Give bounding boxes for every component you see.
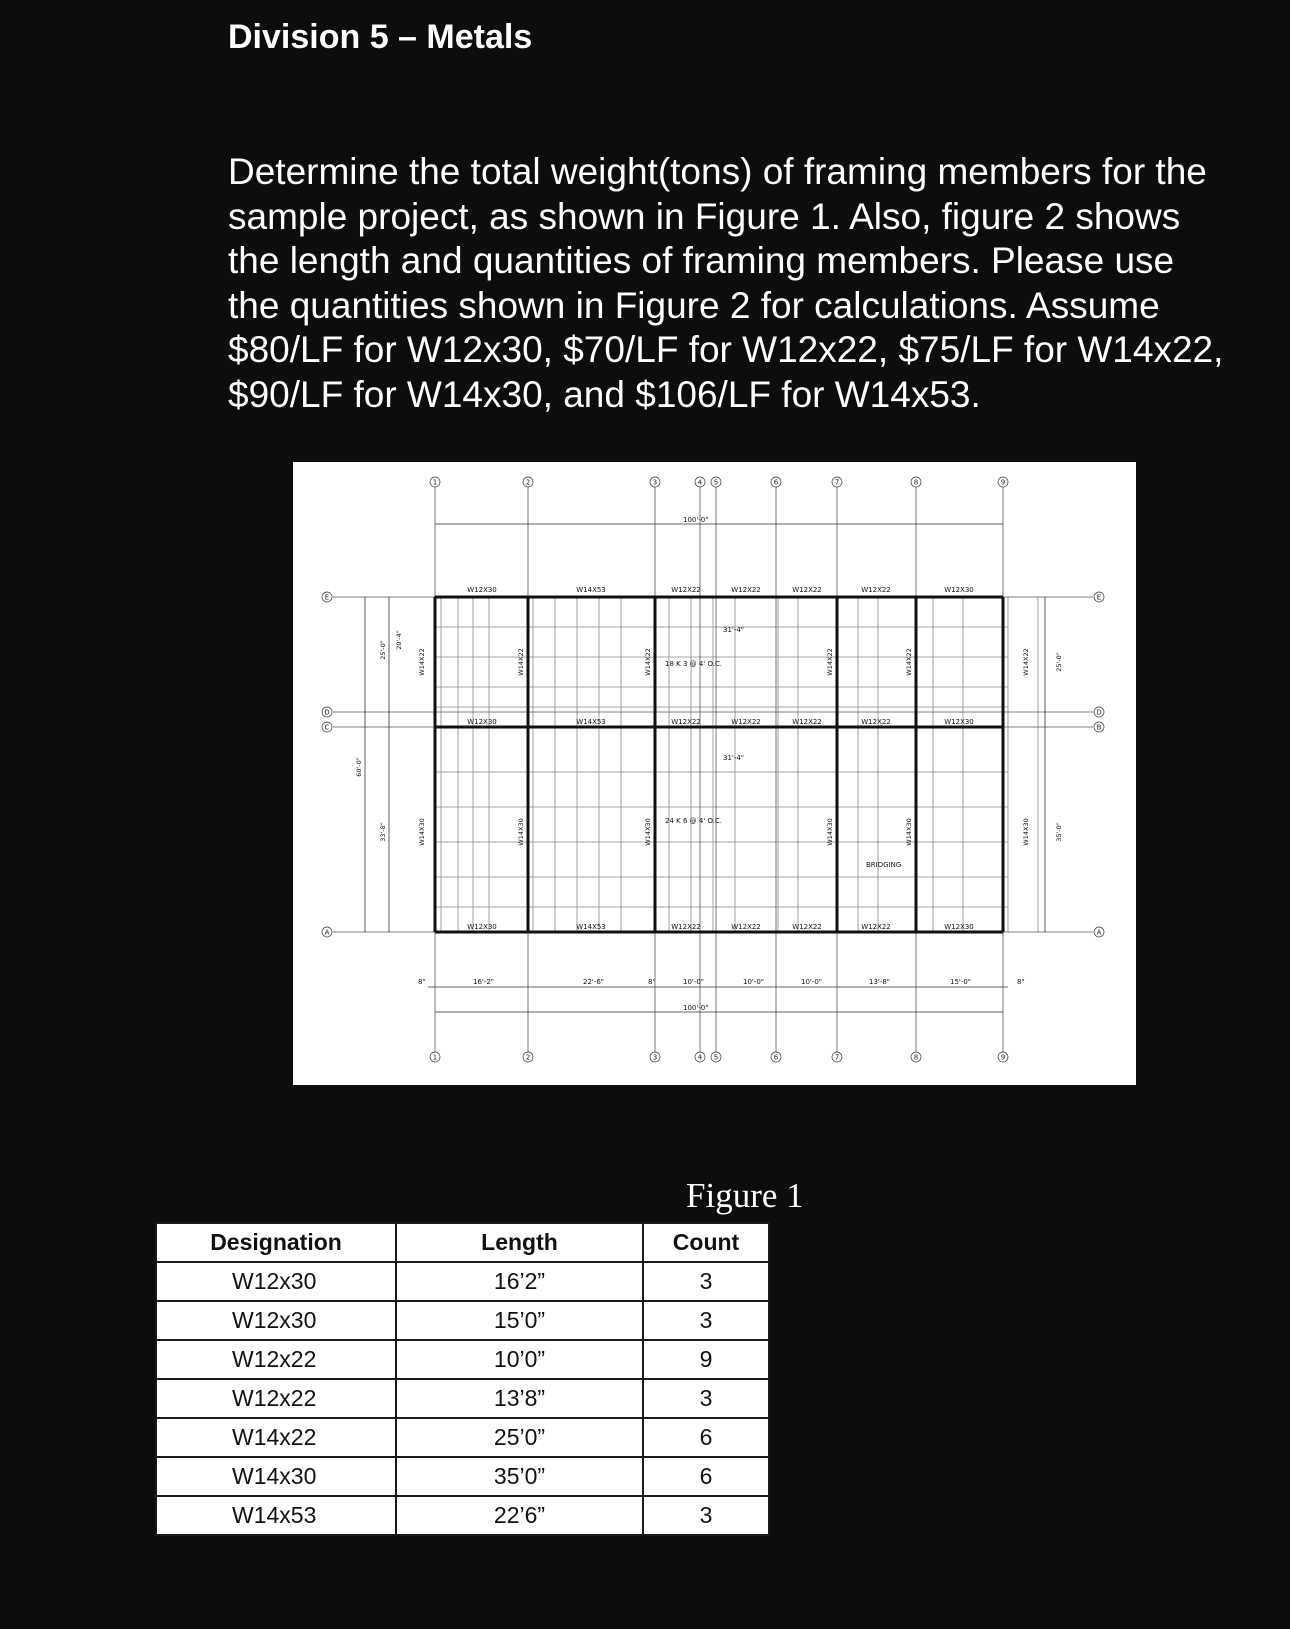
beam-label: W12X22 (861, 586, 891, 594)
beam-label: W12X22 (861, 923, 891, 931)
small-dimension: 31'-4" (723, 626, 745, 634)
joist-callout-lower: 24 K 6 @ 4' O.C. (665, 817, 723, 825)
beam-label: W12X30 (467, 586, 497, 594)
col-marker-top: 4 (697, 478, 703, 487)
col-marker-top: 8 (913, 478, 919, 487)
beam-label: W12X30 (467, 923, 497, 931)
framing-plan-drawing (293, 462, 1136, 1085)
cell-length: 16’2” (396, 1262, 643, 1301)
small-dimension: 31'-4" (723, 754, 745, 762)
girder-label: W14X22 (905, 648, 913, 676)
header-count: Count (643, 1223, 769, 1262)
cell-count: 6 (643, 1418, 769, 1457)
cell-designation: W12x30 (156, 1301, 396, 1340)
col-marker-bottom: 6 (773, 1053, 779, 1062)
beam-label: W14X53 (576, 586, 606, 594)
cell-count: 3 (643, 1301, 769, 1340)
girder-label: W14X30 (517, 818, 525, 846)
small-dimension: 8" (1017, 978, 1025, 986)
girder-label: W14X22 (418, 648, 426, 676)
header-length: Length (396, 1223, 643, 1262)
cell-count: 3 (643, 1496, 769, 1535)
beam-label: W12X22 (861, 718, 891, 726)
girder-label: W14X22 (1022, 648, 1030, 676)
beam-label: W12X30 (944, 718, 974, 726)
col-marker-bottom: 3 (652, 1053, 658, 1062)
right-dimension: 35'-0" (1055, 822, 1063, 842)
table-row (156, 1262, 769, 1301)
row-marker-left: A (324, 928, 330, 937)
girder-label: W14X30 (905, 818, 913, 846)
table-row (156, 1340, 769, 1379)
beam-label: W12X30 (467, 718, 497, 726)
col-marker-bottom: 1 (432, 1053, 438, 1062)
cell-count: 3 (643, 1379, 769, 1418)
main-framing (435, 597, 1003, 932)
question-text: Determine the total weight(tons) of framing members for the sample project, as shown in Figure 1. Also, figure 2 shows the length and quantities of framing members. Please use the quantities shown in Figure 2 for calculations. Assume $80/LF for W12x30, $70/LF for W12x22, $75/LF for W14x22, $90/LF for W14x30, and $106/LF for W14x53. (228, 151, 1224, 415)
cell-designation: W14x30 (156, 1457, 396, 1496)
table-header-row (156, 1223, 769, 1262)
col-marker-bottom: 8 (913, 1053, 919, 1062)
bay-span: 16'-2" (473, 978, 495, 986)
bay-span: 10'-0" (683, 978, 705, 986)
beam-label: W12X22 (731, 923, 761, 931)
figure-caption: Figure 1 (686, 1176, 804, 1215)
table-row (156, 1496, 769, 1535)
col-marker-bottom: 7 (834, 1053, 840, 1062)
beam-label: W12X22 (731, 718, 761, 726)
col-marker-top: 3 (652, 478, 658, 487)
left-dimension: 33'-8" (379, 822, 387, 842)
table-row (156, 1301, 769, 1340)
cell-length: 13’8” (396, 1379, 643, 1418)
col-marker-bottom: 5 (713, 1053, 719, 1062)
girder-label: W14X30 (644, 818, 652, 846)
row-marker-left: D (324, 708, 330, 717)
row-marker-right: D (1096, 708, 1102, 717)
table-row (156, 1379, 769, 1418)
col-marker-bottom: 2 (525, 1053, 531, 1062)
girder-label: W14X22 (826, 648, 834, 676)
joist-lines (435, 597, 1038, 932)
beam-label: W12X22 (671, 586, 701, 594)
left-dimension: 60'-0" (355, 757, 363, 777)
overall-dimension-top: 100'-0" (683, 516, 709, 524)
beam-label: W12X22 (731, 586, 761, 594)
bay-span: 10'-0" (801, 978, 823, 986)
cell-count: 3 (643, 1262, 769, 1301)
beam-label: W12X22 (671, 923, 701, 931)
beam-label: W12X22 (792, 923, 822, 931)
table-row (156, 1418, 769, 1457)
cell-length: 35’0” (396, 1457, 643, 1496)
beam-label: W14X53 (576, 923, 606, 931)
cell-length: 10’0” (396, 1340, 643, 1379)
bridging-label: BRIDGING (866, 861, 902, 869)
small-dimension: 8" (648, 978, 656, 986)
page-title: Division 5 – Metals (228, 18, 533, 56)
col-marker-bottom: 4 (697, 1053, 703, 1062)
row-marker-right: A (1096, 928, 1102, 937)
header-designation: Designation (156, 1223, 396, 1262)
beam-label: W12X22 (792, 718, 822, 726)
small-dimension: 8" (418, 978, 426, 986)
beam-label: W12X22 (792, 586, 822, 594)
cell-designation: W14x53 (156, 1496, 396, 1535)
beam-label: W12X30 (944, 923, 974, 931)
cell-designation: W12x22 (156, 1340, 396, 1379)
bay-span: 13'-8" (869, 978, 891, 986)
cell-length: 15’0” (396, 1301, 643, 1340)
beam-label: W12X22 (671, 718, 701, 726)
cell-count: 6 (643, 1457, 769, 1496)
row-marker-left: C (324, 723, 330, 732)
figure-framing-plan (293, 462, 1136, 1085)
bay-span: 10'-0" (743, 978, 765, 986)
cell-designation: W12x30 (156, 1262, 396, 1301)
beam-label: W14X53 (576, 718, 606, 726)
cell-count: 9 (643, 1340, 769, 1379)
girder-label: W14X30 (1022, 818, 1030, 846)
col-marker-top: 1 (432, 478, 438, 487)
girder-label: W14X30 (826, 818, 834, 846)
row-marker-left: E (324, 593, 330, 602)
left-dimension: 25'-0" (379, 640, 387, 660)
col-marker-bottom: 9 (1000, 1053, 1006, 1062)
bay-span: 22'-6" (583, 978, 605, 986)
table-row (156, 1457, 769, 1496)
col-marker-top: 5 (713, 478, 719, 487)
overall-dimension-bottom: 100'-0" (683, 1004, 709, 1012)
col-marker-top: 6 (773, 478, 779, 487)
col-marker-top: 9 (1000, 478, 1006, 487)
framing-members-table (155, 1222, 770, 1536)
right-dimension: 25'-0" (1055, 652, 1063, 672)
cell-designation: W12x22 (156, 1379, 396, 1418)
col-marker-top: 2 (525, 478, 531, 487)
row-marker-right: E (1096, 593, 1102, 602)
girder-label: W14X30 (418, 818, 426, 846)
beam-label: W12X30 (944, 586, 974, 594)
girder-label: W14X22 (644, 648, 652, 676)
girder-label: W14X22 (517, 648, 525, 676)
bay-span: 15'-0" (950, 978, 972, 986)
cell-length: 22’6” (396, 1496, 643, 1535)
joist-callout-upper: 18 K 3 @ 4' O.C. (665, 660, 723, 668)
cell-designation: W14x22 (156, 1418, 396, 1457)
cell-length: 25’0” (396, 1418, 643, 1457)
row-marker-right: B (1096, 723, 1102, 732)
left-dimension: 20'-4" (395, 630, 403, 650)
col-marker-top: 7 (834, 478, 840, 487)
